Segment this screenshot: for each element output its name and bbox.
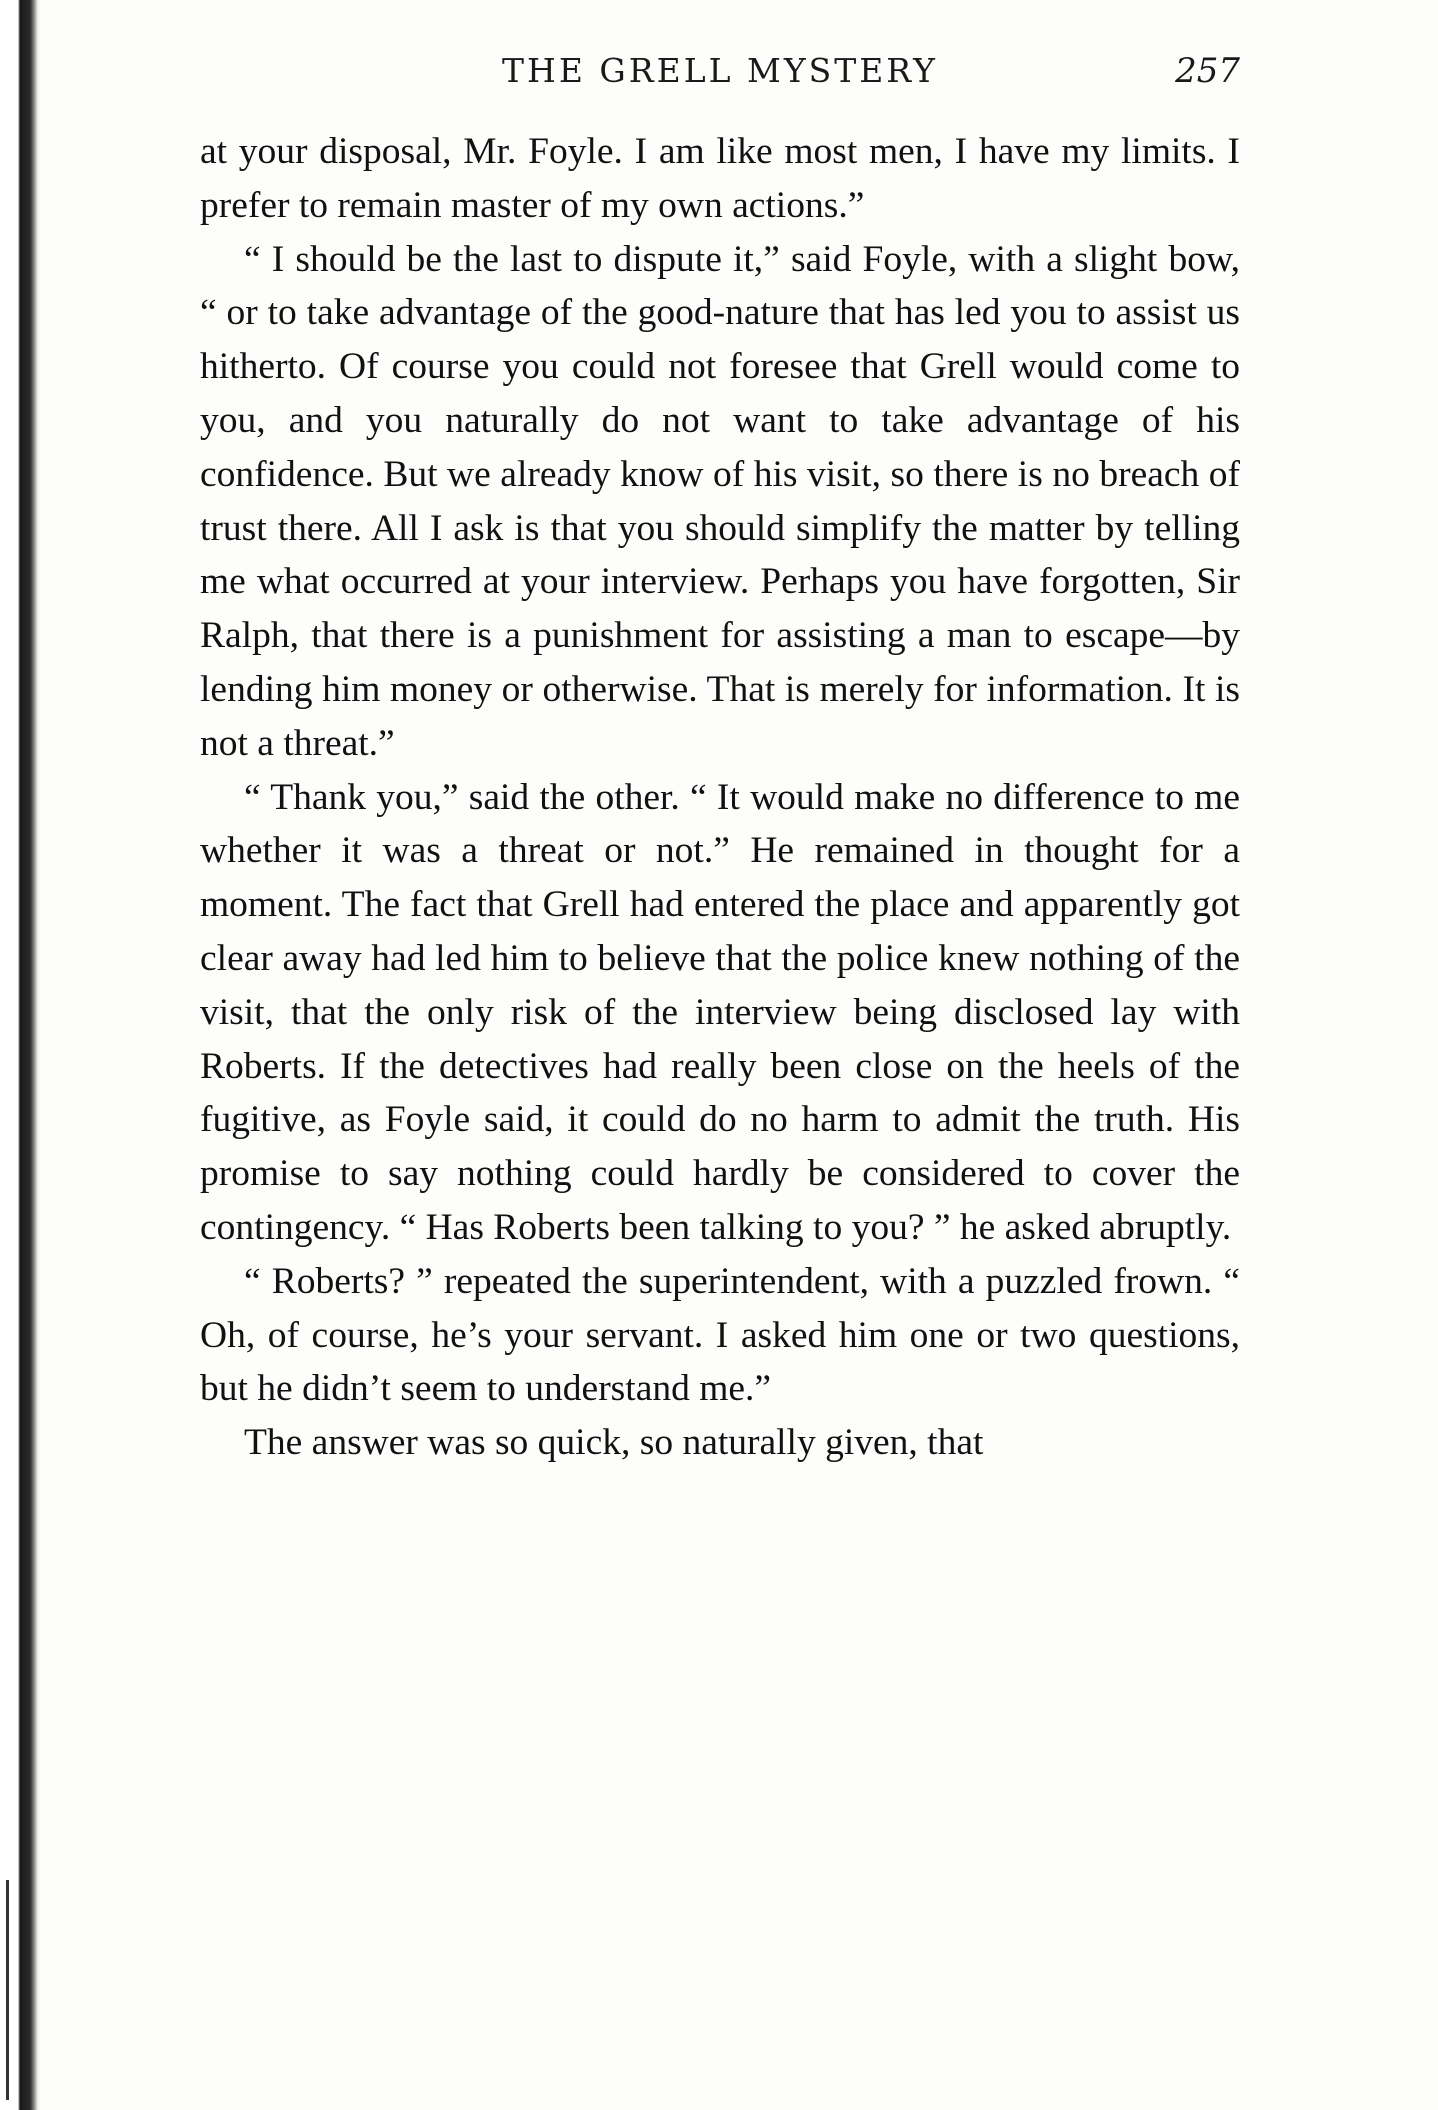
paragraph: The answer was so quick, so naturally given, that — [244, 1422, 984, 1464]
paragraph: “ Thank you,” said the other. “ It would make no difference to me whether it was a threat or not.” He remained in thought for a moment. The fact that Grell had entered the place and apparently got clear away had led him to believe that the police knew nothing of the visit, that the only risk of the interview being disclosed lay with Roberts. If the detectives had really been close on the heels of the fugitive, as Foyle said, it could do no harm to admit the truth. His promise to say nothing could hardly be considered to cover the contingency. “ Has Roberts been talking to you? ” he asked abruptly. — [200, 776, 1240, 1248]
page-number: 257 — [1175, 51, 1240, 91]
running-head — [200, 46, 1240, 96]
running-title: THE GRELL MYSTERY — [502, 51, 938, 90]
paragraph: “ I should be the last to dispute it,” said Foyle, with a slight bow, “ or to take advantage of the good-nature that has led you to assist us hitherto. Of course you could not foresee that Grell would come to you, and you naturally do not want to take advantage of his confidence. But we already know of his visit, so there is no breach of trust there. All I ask is that you should simplify the matter by telling me what occurred at your interview. Perhaps you have forgotten, Sir Ralph, that there is a punishment for assisting a man to escape—by lending him money or otherwise. That is merely for information. It is not a threat.” — [200, 238, 1240, 764]
binding-mark — [6, 1880, 9, 2100]
paragraph: “ Roberts? ” repeated the superintendent, with a puzzled frown. “ Oh, of course, he’s your servant. I asked him one or two questions, but he didn’t seem to understand me.” — [200, 1260, 1240, 1410]
paragraph: at your disposal, Mr. Foyle. I am like most men, I have my limits. I prefer to remain master of my own actions.” — [200, 131, 1240, 226]
body-text — [200, 125, 1240, 1470]
binding-edge — [0, 0, 40, 2110]
